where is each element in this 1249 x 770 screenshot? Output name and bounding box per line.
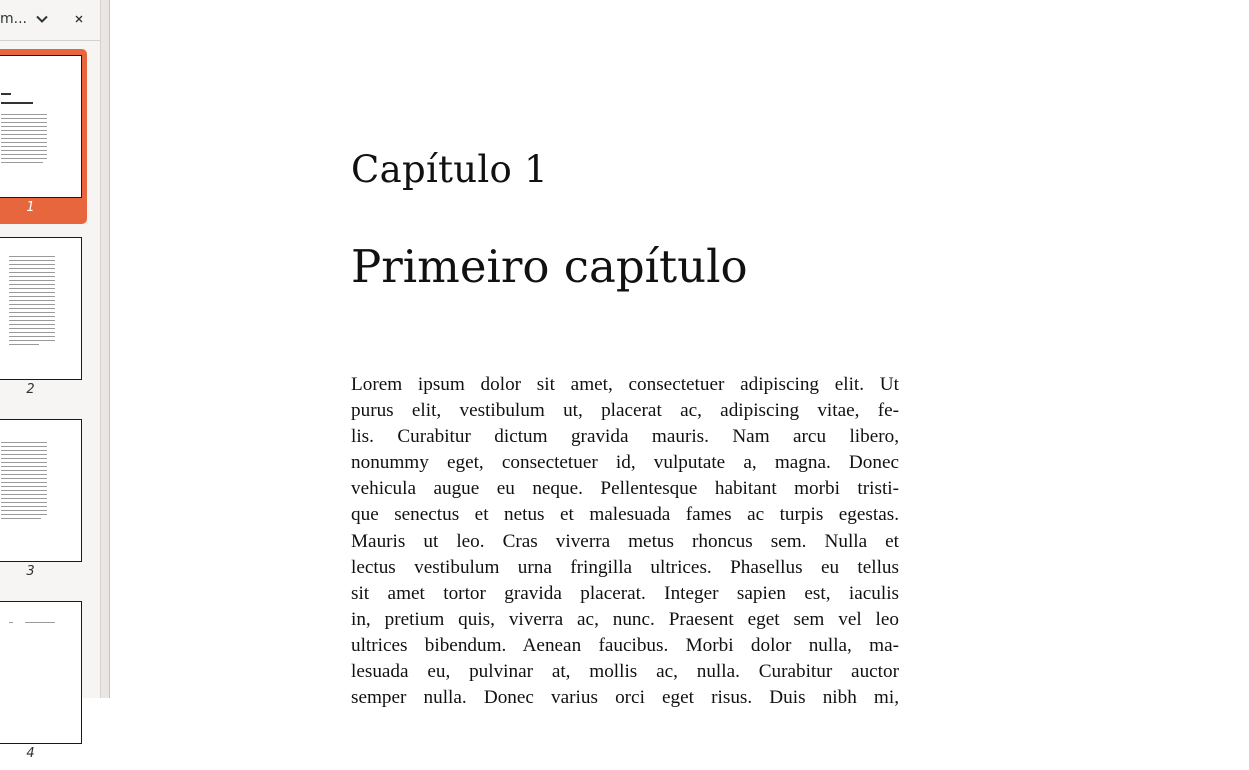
chapter-label: Capítulo 1 bbox=[351, 148, 548, 191]
sidebar-header bbox=[0, 0, 100, 41]
chevron-down-icon[interactable] bbox=[33, 10, 51, 28]
page-thumbnail-3[interactable] bbox=[0, 413, 87, 588]
body-line: sit amet tortor gravida placerat. Integer sapien est, iaculis bbox=[351, 582, 899, 604]
thumbnail-image bbox=[0, 419, 82, 562]
close-icon[interactable] bbox=[70, 10, 88, 28]
thumbnail-image bbox=[0, 601, 82, 744]
thumbnail-image bbox=[0, 237, 82, 380]
body-line: Lorem ipsum dolor sit amet, consectetuer adipiscing elit. Ut bbox=[351, 374, 899, 395]
body-line: semper nulla. Donec varius orci eget risus. Duis nibh mi, bbox=[351, 687, 899, 709]
document-page bbox=[110, 0, 1249, 709]
thumbnail-page-number: 1 bbox=[26, 200, 35, 215]
sidebar-title[interactable]: m... bbox=[0, 11, 27, 27]
body-line: nonummy eget, consectetuer id, vulputate a, magna. Donec bbox=[351, 452, 899, 474]
body-text bbox=[351, 372, 899, 711]
thumbnail-page-number: 2 bbox=[26, 382, 35, 397]
body-line: purus elit, vestibulum ut, placerat ac, adipiscing vitae, fe- bbox=[351, 400, 899, 422]
body-line: lesuada eu, pulvinar at, mollis ac, nulla. Curabitur auctor bbox=[351, 661, 899, 683]
body-line: lectus vestibulum urna fringilla ultrices. Phasellus eu tellus bbox=[351, 556, 899, 578]
page-thumbnail-2[interactable] bbox=[0, 231, 87, 406]
body-line: que senectus et netus et malesuada fames ac turpis egestas. bbox=[351, 504, 899, 526]
sidebar-splitter[interactable] bbox=[101, 0, 110, 698]
body-line: in, pretium quis, viverra ac, nunc. Praesent eget sem vel leo bbox=[351, 608, 899, 630]
chapter-title: Primeiro capítulo bbox=[351, 240, 748, 293]
body-line: Mauris ut leo. Cras viverra metus rhoncus sem. Nulla et bbox=[351, 530, 899, 552]
thumbnail-image bbox=[0, 55, 82, 198]
body-line: ultrices bibendum. Aenean faucibus. Morbi dolor nulla, ma- bbox=[351, 634, 899, 656]
body-line: lis. Curabitur dictum gravida mauris. Nam arcu libero, bbox=[351, 426, 899, 448]
body-line: vehicula augue eu neque. Pellentesque habitant morbi tristi- bbox=[351, 478, 899, 500]
thumbnail-sidebar bbox=[0, 0, 101, 761]
thumbnail-page-number: 3 bbox=[26, 564, 35, 579]
page-thumbnail-4[interactable] bbox=[0, 595, 87, 770]
page-thumbnail-1[interactable] bbox=[0, 49, 87, 224]
thumbnail-page-number: 4 bbox=[26, 746, 35, 761]
